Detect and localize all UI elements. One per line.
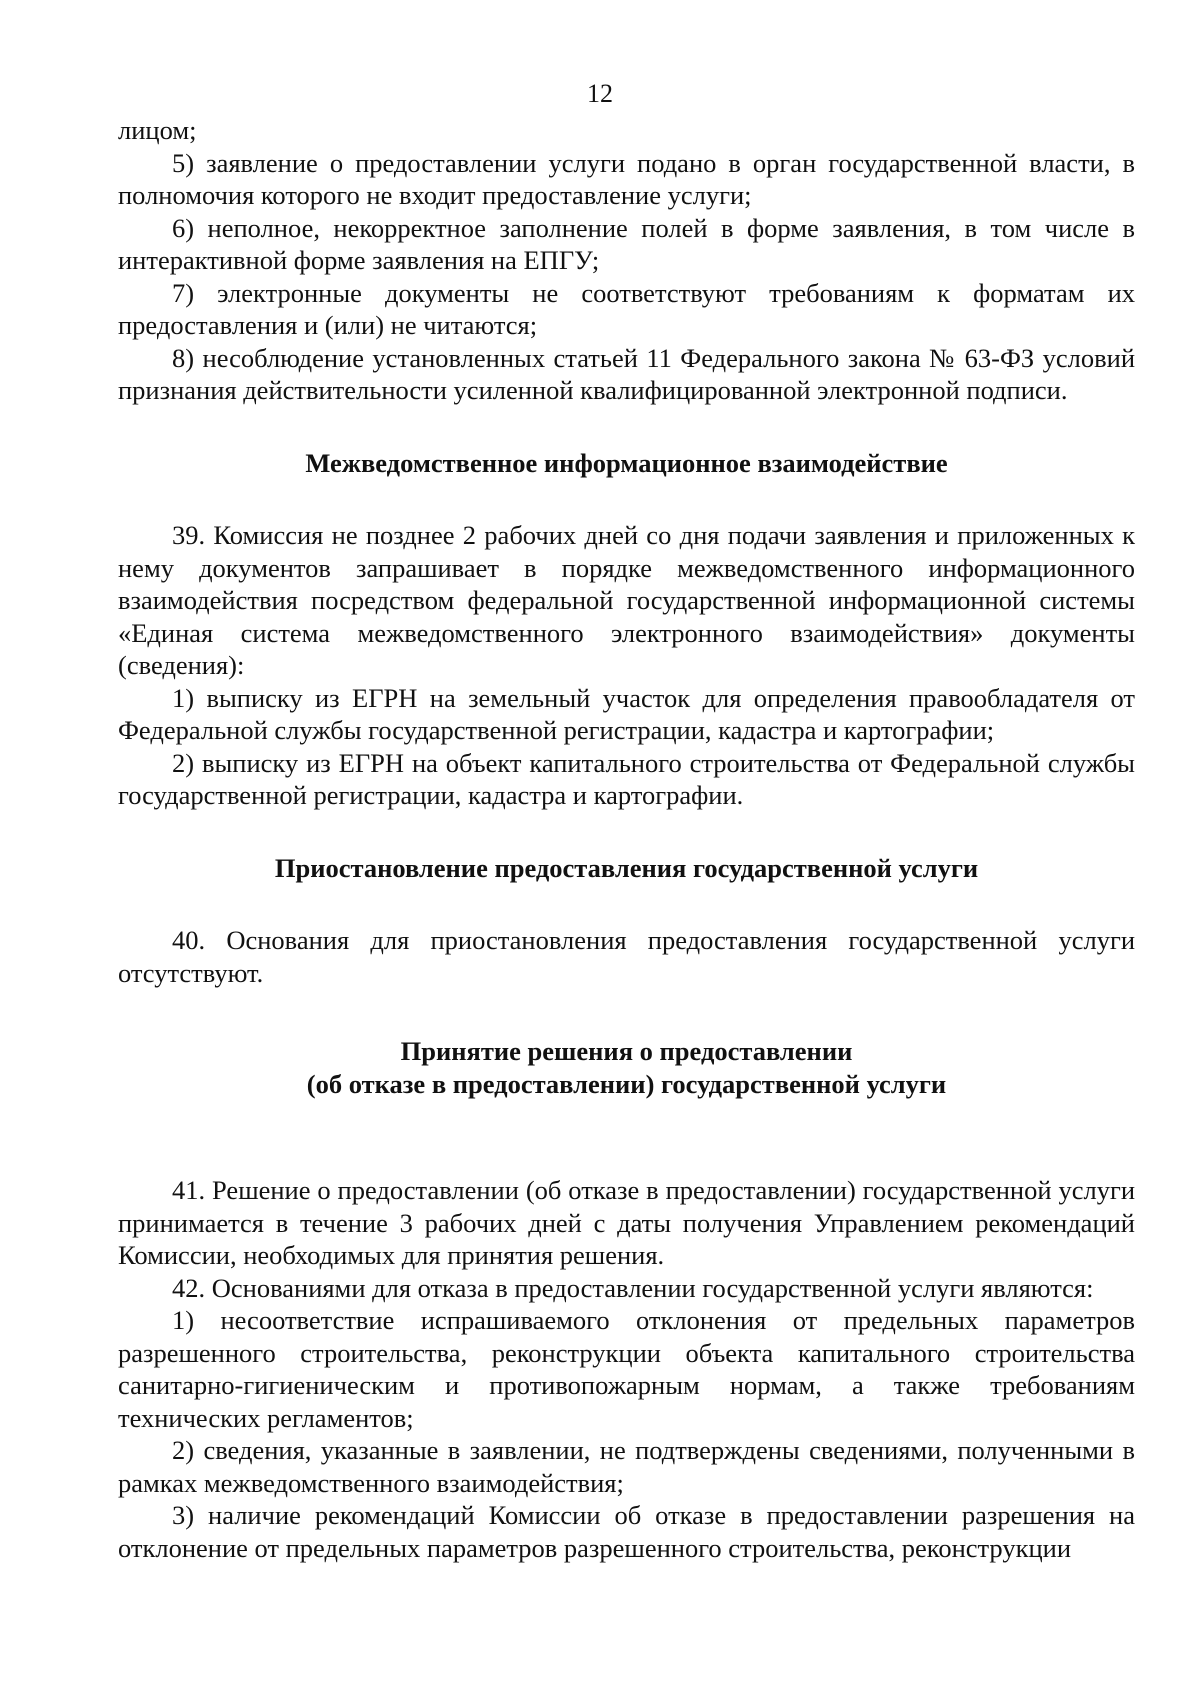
paragraph: 40. Основания для приостановления предоставления государственной услуги отсутствуют. [118,925,1135,988]
section-heading-line: Принятие решения о предоставлении [400,1036,853,1066]
page-number: 12 [587,79,613,108]
paragraph: 3) наличие рекомендаций Комиссии об отказе в предоставлении разрешения на отклонение от предельных параметров разрешенного строительства, реконструкции [118,1500,1135,1563]
section-heading [118,447,1135,480]
paragraph: 39. Комиссия не позднее 2 рабочих дней со дня подачи заявления и приложенных к нему документов запрашивает в порядке межведомственного информационного взаимодействия посредством федеральной государственной информационной системы «Единая система межведомственного электронного взаимодействия» документы (сведения): [118,520,1135,680]
paragraph: 2) сведения, указанные в заявлении, не подтверждены сведениями, полученными в рамках межведомственного взаимодействия; [118,1435,1135,1498]
paragraph: 6) неполное, некорректное заполнение полей в форме заявления, в том числе в интерактивной форме заявления на ЕПГУ; [118,212,1135,275]
paragraph: 1) несоответствие испрашиваемого отклонения от предельных параметров разрешенного строительства, реконструкции объекта капитального строительства санитарно-гигиеническим и противопожарным нормам, а также требованиям технических регламентов; [118,1305,1135,1433]
section-heading-line: (об отказе в предоставлении) государственной услуги [306,1068,947,1099]
paragraph: 41. Решение о предоставлении (об отказе в предоставлении) государственной услуги принимается в течение 3 рабочих дней с даты получения Управлением рекомендаций Комиссии, необходимых для принятия решения. [118,1175,1135,1270]
paragraph: 8) несоблюдение установленных статьей 11 Федерального закона № 63-ФЗ условий признания действительности усиленной квалифицированной электронной подписи. [118,342,1135,405]
paragraph: 2) выписку из ЕГРН на объект капитального строительства от Федеральной службы государственной регистрации, кадастра и картографии. [118,747,1135,810]
section-heading [118,852,1135,885]
section-heading [118,1035,1135,1100]
section-heading-line: Межведомственное информационное взаимодействие [305,447,948,478]
paragraph: 42. Основаниями для отказа в предоставлении государственной услуги являются: [172,1272,1094,1303]
paragraph: 5) заявление о предоставлении услуги подано в орган государственной власти, в полномочия которого не входит предоставление услуги; [118,147,1135,210]
paragraph: лицом; [118,115,197,145]
paragraph: 1) выписку из ЕГРН на земельный участок для определения правообладателя от Федеральной службы государственной регистрации, кадастра и картографии; [118,682,1135,745]
document-body [118,114,1135,1564]
paragraph: 7) электронные документы не соответствуют требованиям к форматам их предоставления и (или) не читаются; [118,277,1135,340]
section-heading-line: Приостановление предоставления государственной услуги [274,852,979,883]
